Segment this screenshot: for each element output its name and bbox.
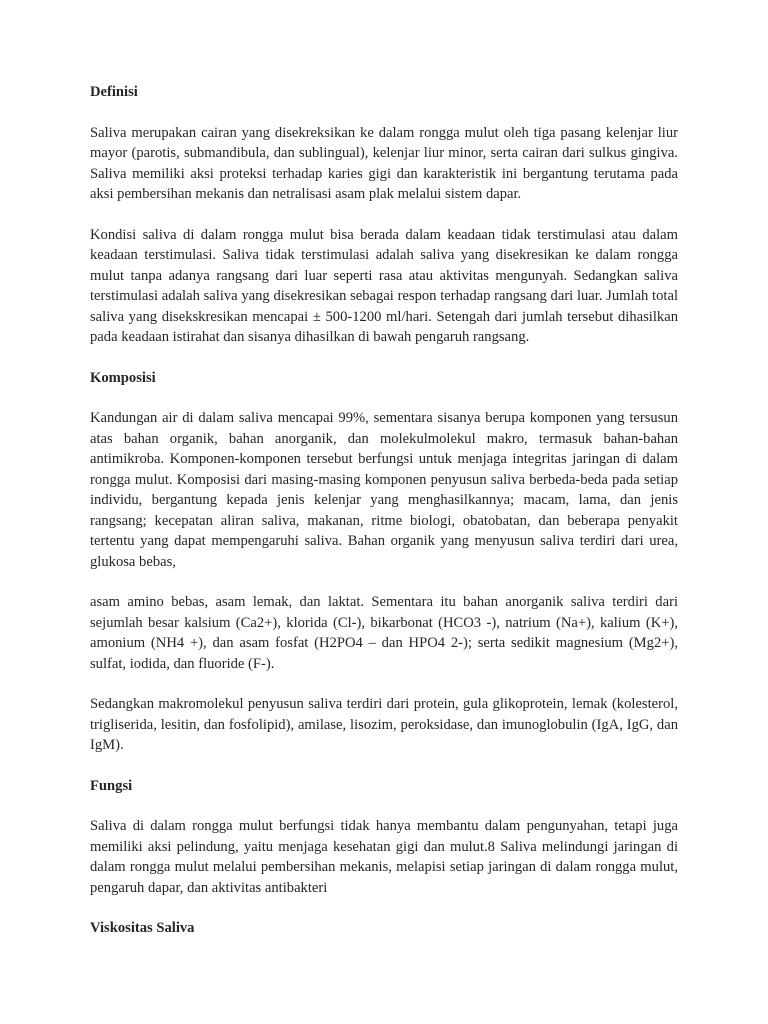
paragraph-definisi-1: Saliva merupakan cairan yang disekreksikan ke dalam rongga mulut oleh tiga pasang kelenjar liur mayor (parotis, submandibula, dan sublingual), kelenjar liur minor, serta cairan dari sulkus gingiva. Saliva memiliki aksi proteksi terhadap karies gigi dan karakteristik ini bergantung terutama pada aksi pembersihan mekanis dan netralisasi asam plak melalui sistem dapar.	[90, 124, 678, 202]
paragraph-komposisi-2: asam amino bebas, asam lemak, dan laktat. Sementara itu bahan anorganik saliva terdiri dari sejumlah besar kalsium (Ca2+), klorida (Cl-), bikarbonat (HCO3 -), natrium (Na+), kalium (K+), amonium (NH4 +), dan asam fosfat (H2PO4 – dan HPO4 2-); serta sedikit magnesium (Mg2+), sulfat, iodida, dan fluoride (F-).	[90, 594, 678, 672]
section-heading-komposisi: Komposisi	[90, 369, 156, 386]
paragraph-definisi-2: Kondisi saliva di dalam rongga mulut bisa berada dalam keadaan tidak terstimulasi atau dalam keadaan terstimulasi. Saliva tidak terstimulasi adalah saliva yang disekresikan ke dalam rongga mulut tanpa adanya rangsang dari luar seperti rasa atau aktivitas mengunyah. Sedangkan saliva terstimulasi adalah saliva yang disekresikan sebagai respon terhadap rangsang dari luar. Jumlah total saliva yang disekskresikan mencapai ± 500-1200 ml/hari. Setengah dari jumlah tersebut dihasilkan pada keadaan istirahat dan sisanya dihasilkan di bawah pengaruh rangsang.	[90, 226, 678, 345]
section-heading-viskositas-saliva: Viskositas Saliva	[90, 920, 195, 936]
section-heading-definisi: Definisi	[90, 84, 138, 100]
paragraph-komposisi-1: Kandungan air di dalam saliva mencapai 99%, sementara sisanya berupa komponen yang tersusun atas bahan organik, bahan anorganik, dan molekulmolekul makro, termasuk bahan-bahan antimikroba. Komponen-komponen tersebut berfungsi untuk menjaga integritas jaringan di dalam rongga mulut. Komposisi dari masing-masing komponen penyusun saliva berbeda-beda pada setiap individu, bergantung kepada jenis kelenjar yang menghasilkannya; macam, lama, dan jenis rangsang; kecepatan aliran saliva, makanan, ritme biologi, obatobatan, dan beberapa penyakit tertentu yang dapat mempengaruhi saliva. Bahan organik yang menyusun saliva terdiri dari urea, glukosa bebas,	[90, 410, 678, 570]
paragraph-komposisi-3: Sedangkan makromolekul penyusun saliva terdiri dari protein, gula glikoprotein, lemak (kolesterol, trigliserida, lesitin, dan fosfolipid), amilase, lisozim, peroksidase, dan imunoglobulin (IgA, IgG, dan IgM).	[90, 696, 678, 753]
paragraph-fungsi-1: Saliva di dalam rongga mulut berfungsi tidak hanya membantu dalam pengunyahan, tetapi juga memiliki aksi pelindung, yaitu menjaga kesehatan gigi dan mulut.8 Saliva melindungi jaringan di dalam rongga mulut melalui pembersihan mekanis, melapisi setiap jaringan di dalam rongga mulut, pengaruh dapar, dan aktivitas antibakteri	[90, 818, 678, 896]
document-page	[90, 82, 678, 939]
section-heading-fungsi: Fungsi	[90, 777, 133, 794]
